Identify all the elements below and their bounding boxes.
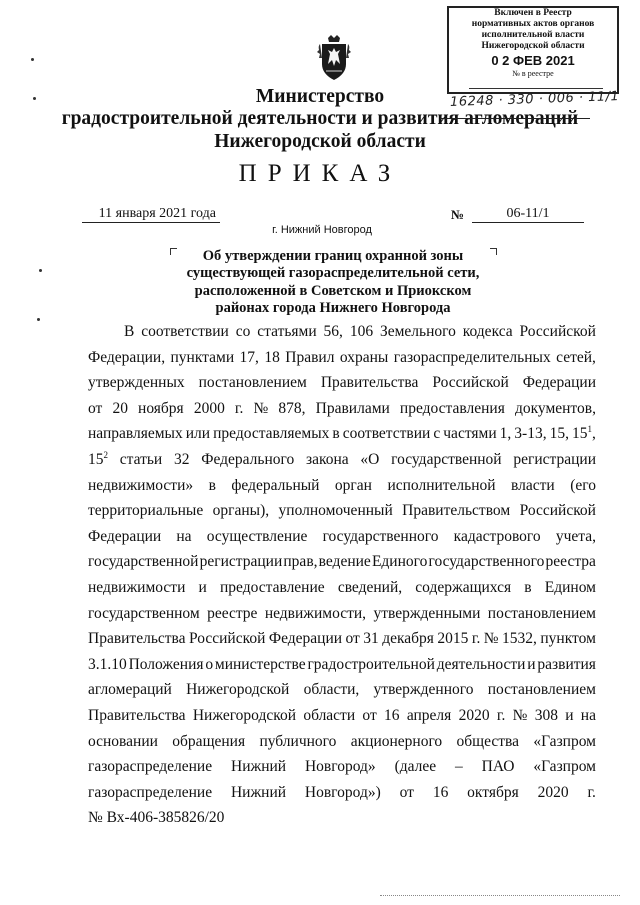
word: сетей,	[556, 348, 596, 366]
stamp-line-3: исполнительной власти	[481, 30, 585, 40]
body-line	[88, 704, 596, 728]
word: исполнительной	[387, 476, 496, 494]
body-line	[88, 525, 596, 549]
word: охраны	[339, 348, 389, 366]
body-line	[88, 371, 596, 395]
handwritten-registry-number: 16248 · 330 · 006 · 11/1	[449, 89, 620, 110]
word: ноября	[138, 399, 184, 417]
stamp-reg-label: № в реестре	[512, 69, 554, 78]
word: государственного	[428, 553, 545, 571]
word: учета,	[555, 527, 596, 545]
word: документов,	[514, 399, 596, 417]
word: Едином	[544, 579, 596, 596]
body-line	[88, 653, 596, 677]
word: г.	[234, 399, 244, 417]
word: Правительства	[320, 374, 419, 392]
order-subject	[170, 248, 496, 317]
word: деятельности	[436, 655, 526, 673]
word: публичного	[259, 732, 337, 750]
word: 106	[349, 323, 374, 340]
word: от	[88, 399, 103, 417]
stamp-date: 0 2 ФЕВ 2021	[491, 53, 575, 68]
word: $15^1$,	[571, 424, 596, 443]
word: регистрации	[199, 553, 283, 571]
word: В	[124, 323, 135, 340]
word: газораспределение	[88, 758, 213, 776]
word: 2015	[437, 630, 469, 648]
word: октября	[467, 783, 519, 801]
word: Российской	[432, 374, 509, 392]
word: предоставления	[399, 399, 505, 417]
stamp-line-2: нормативных актов органов	[471, 19, 595, 29]
word: предоставляемых	[213, 425, 330, 443]
scan-mark	[37, 318, 40, 321]
subject-line-3: расположенной в Советском и Приокском	[194, 282, 472, 299]
word: о	[205, 655, 214, 673]
body-line	[88, 550, 596, 574]
word: Правилами	[315, 399, 390, 417]
word: орган	[334, 476, 372, 494]
word: утвержденными	[373, 604, 481, 622]
word: и	[565, 707, 574, 724]
body-line	[88, 755, 596, 779]
word: статьи	[119, 451, 163, 468]
city-name: г. Нижний Новгород	[272, 224, 372, 236]
word: и	[198, 579, 207, 596]
word: утвержденных	[88, 374, 185, 392]
word: 18	[264, 348, 280, 366]
word: Правительством	[402, 502, 511, 520]
word: 2020	[458, 707, 490, 724]
body-line	[88, 346, 596, 370]
ministry-name-line-2: градостроительной деятельности и развития агломераций	[61, 108, 579, 129]
body-line	[88, 448, 596, 472]
word: 56,	[323, 323, 343, 340]
word: г.	[496, 707, 506, 724]
word: Нижегородской	[186, 681, 290, 699]
word: 3.1.10	[88, 655, 127, 673]
word: частями	[443, 425, 497, 443]
word: Федерации	[268, 630, 343, 648]
word: развития	[537, 655, 596, 673]
word: со	[235, 323, 251, 340]
word: Земельного	[379, 323, 456, 340]
word: $15^2$	[88, 449, 108, 468]
scan-edge-line	[380, 895, 620, 896]
body-line	[88, 320, 596, 344]
word: с	[433, 425, 441, 443]
word: Российской	[519, 502, 596, 520]
word: кодекса	[462, 323, 513, 340]
word: утвержденного	[373, 681, 474, 699]
word: газораспределение	[88, 783, 213, 801]
word: декабря	[382, 630, 434, 648]
word: №	[483, 630, 499, 648]
ministry-name-line-1: Министерство	[255, 86, 385, 107]
word: 308	[534, 707, 558, 724]
word: власти	[511, 476, 555, 494]
word: территориальные	[88, 502, 204, 520]
word: кадастрового	[453, 527, 541, 545]
word: от	[345, 630, 360, 648]
word: Правительства	[88, 630, 186, 648]
word: апреля	[406, 707, 452, 724]
word: ведение	[318, 553, 371, 571]
word: направляемых	[88, 425, 183, 443]
word: постановлением	[487, 604, 596, 622]
word: Федерации,	[88, 348, 166, 366]
word: пунктами	[170, 348, 235, 366]
registry-stamp	[447, 6, 619, 94]
scan-mark	[39, 269, 42, 272]
word: 32	[173, 451, 190, 468]
word: Новгород»	[304, 758, 376, 776]
word: газораспределительных	[393, 348, 551, 366]
word: статьями	[257, 323, 317, 340]
word: 2020	[537, 783, 569, 801]
word: пунктом	[540, 630, 596, 648]
word: министерстве	[214, 655, 306, 673]
word: Российской	[189, 630, 266, 648]
footnote-superscript: 2	[103, 449, 108, 460]
word: уполномоченный	[278, 502, 393, 520]
word: общества	[456, 732, 520, 750]
word: 16	[384, 707, 400, 724]
word: 15,	[549, 425, 569, 443]
body-line	[88, 730, 596, 754]
word: от	[362, 707, 377, 724]
word: Федерации	[522, 374, 596, 392]
body-line	[88, 602, 596, 626]
word: прав,	[283, 553, 318, 571]
word: 878,	[278, 399, 306, 417]
word: недвижимости	[88, 579, 186, 596]
order-number: 06-11/1	[472, 206, 584, 223]
word: Новгород»)	[304, 783, 381, 801]
word: 17,	[239, 348, 259, 366]
word: г.	[587, 783, 596, 801]
word: Нижегородской	[192, 707, 297, 724]
word: №	[512, 707, 528, 724]
scan-mark	[33, 97, 36, 100]
word: Федерации	[88, 527, 162, 545]
word: соответствии	[342, 425, 431, 443]
subject-line-2: существующей газораспределительной сети,	[186, 265, 480, 282]
coat-of-arms-icon	[314, 34, 354, 82]
word: «О	[360, 451, 380, 468]
word: 16	[432, 783, 449, 801]
word: г.	[471, 630, 481, 648]
word: от	[399, 783, 414, 801]
word: осуществление	[206, 527, 308, 545]
body-line	[88, 422, 596, 446]
word: предоставление	[219, 579, 325, 596]
word: Нижний	[231, 758, 287, 776]
word: 20	[112, 399, 128, 417]
word: Единого	[371, 553, 428, 571]
word: реестре	[207, 604, 258, 622]
word: ПАО	[481, 758, 515, 776]
word: области	[303, 707, 356, 724]
body-line	[88, 474, 596, 498]
word: реестра	[545, 553, 596, 571]
document-type-title: ПРИКАЗ	[238, 160, 402, 187]
word: обращения	[172, 732, 246, 750]
word: 2000	[193, 399, 225, 417]
order-date: 11 января 2021 года	[82, 206, 220, 223]
word: в	[332, 425, 340, 443]
word: Правительства	[88, 707, 186, 724]
word: постановлением	[198, 374, 307, 392]
word: 3-13,	[514, 425, 547, 443]
body-line	[88, 781, 596, 805]
word: в	[524, 579, 532, 596]
word: №	[253, 399, 269, 417]
word: (далее	[394, 758, 437, 776]
stamp-line-1: Включен в Реестр	[494, 8, 572, 18]
word: 31	[363, 630, 379, 648]
word: Федерального	[201, 451, 295, 468]
word: 1532,	[502, 630, 537, 648]
word: содержащихся	[415, 579, 512, 596]
word: недвижимости,	[264, 604, 367, 622]
word: и	[527, 655, 536, 673]
word: на	[176, 527, 192, 545]
stamp-line-4: Нижегородской области	[481, 41, 585, 51]
word: недвижимости»	[88, 476, 194, 494]
body-line	[88, 627, 596, 651]
number-label: №	[451, 207, 465, 222]
word: акционерного	[350, 732, 443, 750]
word: федеральный	[231, 476, 320, 494]
word: Нижний	[230, 783, 287, 801]
word: сведений,	[337, 579, 403, 596]
word: на	[580, 707, 596, 724]
word: государственном	[88, 604, 200, 622]
ministry-name-line-3: Нижегородской области	[214, 131, 426, 152]
body-line	[88, 576, 596, 600]
word: агломераций	[88, 681, 172, 699]
strikethrough-mark	[440, 118, 590, 119]
word: соответствии	[141, 323, 229, 340]
word: регистрации	[513, 451, 596, 468]
body-line	[88, 499, 596, 523]
word: государственного	[322, 527, 439, 545]
subject-line-4: районах города Нижнего Новгорода	[215, 299, 451, 316]
word: (его	[570, 476, 596, 494]
scan-mark	[31, 58, 34, 61]
word: градостроительной	[307, 655, 435, 673]
word: в	[208, 476, 216, 494]
word: государственной	[88, 553, 199, 571]
word: Российской	[519, 323, 596, 340]
word: Правил	[285, 348, 335, 366]
word: «Газпром	[533, 732, 596, 750]
word: постановлением	[487, 681, 596, 699]
word: области,	[303, 681, 360, 699]
body-line	[88, 678, 596, 702]
word: закона	[306, 451, 349, 468]
word: основании	[88, 732, 158, 750]
word: органы),	[212, 502, 270, 520]
body-line: № Вх-406-385826/20	[88, 809, 225, 827]
footnote-superscript: 1	[587, 424, 592, 435]
body-line	[88, 397, 596, 421]
word: государственной	[391, 451, 502, 468]
subject-line-1: Об утверждении границ охранной зоны	[202, 248, 464, 264]
word: 1,	[499, 425, 512, 443]
word: или	[185, 425, 211, 443]
word: Положения	[128, 655, 204, 673]
word: –	[455, 758, 463, 776]
word: «Газпром	[533, 758, 596, 776]
